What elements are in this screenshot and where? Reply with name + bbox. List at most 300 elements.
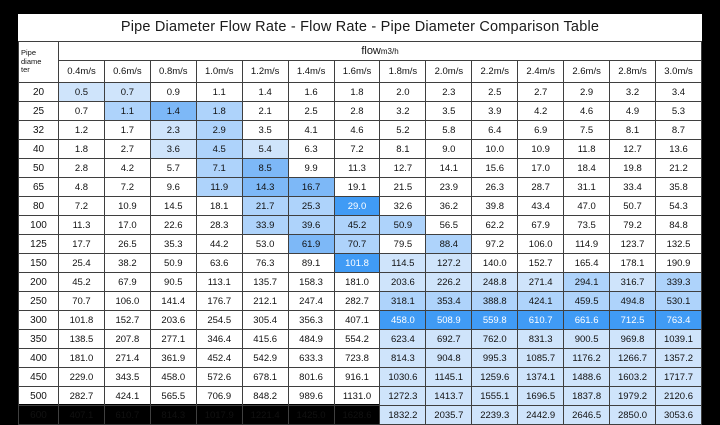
cell-4-4: 8.5	[242, 159, 288, 178]
cell-4-8: 14.1	[426, 159, 472, 178]
cell-16-7: 1272.3	[380, 387, 426, 406]
cell-3-13: 13.6	[655, 140, 701, 159]
cell-7-0: 11.3	[59, 216, 105, 235]
row-label-9: 150	[19, 254, 59, 273]
table-row	[19, 311, 702, 330]
cell-6-5: 25.3	[288, 197, 334, 216]
cell-16-5: 989.6	[288, 387, 334, 406]
cell-1-2: 1.4	[150, 102, 196, 121]
cell-13-10: 831.3	[518, 330, 564, 349]
cell-12-7: 458.0	[380, 311, 426, 330]
cell-0-3: 1.1	[196, 83, 242, 102]
cell-4-7: 12.7	[380, 159, 426, 178]
cell-8-8: 88.4	[426, 235, 472, 254]
cell-17-8: 2035.7	[426, 406, 472, 425]
cell-13-1: 207.8	[104, 330, 150, 349]
cell-0-13: 3.4	[655, 83, 701, 102]
cell-14-12: 1266.7	[610, 349, 656, 368]
cell-13-7: 623.4	[380, 330, 426, 349]
cell-6-13: 54.3	[655, 197, 701, 216]
table-row	[19, 121, 702, 140]
cell-9-10: 152.7	[518, 254, 564, 273]
cell-2-2: 2.3	[150, 121, 196, 140]
cell-12-3: 254.5	[196, 311, 242, 330]
cell-6-4: 21.7	[242, 197, 288, 216]
cell-8-5: 61.9	[288, 235, 334, 254]
group-header-text: flow	[361, 44, 381, 57]
cell-12-4: 305.4	[242, 311, 288, 330]
cell-7-1: 17.0	[104, 216, 150, 235]
table-row	[19, 387, 702, 406]
cell-2-0: 1.2	[59, 121, 105, 140]
cell-10-4: 135.7	[242, 273, 288, 292]
cell-5-7: 21.5	[380, 178, 426, 197]
cell-3-3: 4.5	[196, 140, 242, 159]
cell-17-4: 1221.4	[242, 406, 288, 425]
cell-12-1: 152.7	[104, 311, 150, 330]
row-label-12: 300	[19, 311, 59, 330]
cell-5-13: 35.8	[655, 178, 701, 197]
cell-9-12: 178.1	[610, 254, 656, 273]
cell-8-1: 26.5	[104, 235, 150, 254]
cell-12-8: 508.9	[426, 311, 472, 330]
cell-2-12: 8.1	[610, 121, 656, 140]
cell-14-8: 904.8	[426, 349, 472, 368]
row-label-3: 40	[19, 140, 59, 159]
cell-16-13: 2120.6	[655, 387, 701, 406]
column-header-2: 0.8m/s	[150, 60, 196, 82]
cell-10-3: 113.1	[196, 273, 242, 292]
cell-5-1: 7.2	[104, 178, 150, 197]
cell-14-2: 361.9	[150, 349, 196, 368]
cell-17-1: 610.7	[104, 406, 150, 425]
column-header-9: 2.2m/s	[472, 60, 518, 82]
cell-9-1: 38.2	[104, 254, 150, 273]
cell-13-12: 969.8	[610, 330, 656, 349]
cell-9-4: 76.3	[242, 254, 288, 273]
cell-1-9: 3.9	[472, 102, 518, 121]
cell-4-2: 5.7	[150, 159, 196, 178]
row-label-11: 250	[19, 292, 59, 311]
cell-12-9: 559.8	[472, 311, 518, 330]
cell-5-4: 14.3	[242, 178, 288, 197]
table-row	[19, 368, 702, 387]
cell-2-11: 7.5	[564, 121, 610, 140]
cell-10-6: 181.0	[334, 273, 380, 292]
cell-14-11: 1176.2	[564, 349, 610, 368]
cell-14-10: 1085.7	[518, 349, 564, 368]
cell-5-12: 33.4	[610, 178, 656, 197]
cell-6-0: 7.2	[59, 197, 105, 216]
cell-2-9: 6.4	[472, 121, 518, 140]
row-label-15: 450	[19, 368, 59, 387]
cell-12-12: 712.5	[610, 311, 656, 330]
cell-10-9: 248.8	[472, 273, 518, 292]
column-header-6: 1.6m/s	[334, 60, 380, 82]
cell-6-7: 32.6	[380, 197, 426, 216]
cell-17-13: 3053.6	[655, 406, 701, 425]
table-row	[19, 254, 702, 273]
cell-12-6: 407.1	[334, 311, 380, 330]
cell-15-10: 1374.1	[518, 368, 564, 387]
cell-6-1: 10.9	[104, 197, 150, 216]
cell-7-9: 62.2	[472, 216, 518, 235]
corner-label-line2: diame	[21, 56, 42, 66]
cell-2-5: 4.1	[288, 121, 334, 140]
cell-5-5: 16.7	[288, 178, 334, 197]
cell-5-10: 28.7	[518, 178, 564, 197]
row-label-6: 80	[19, 197, 59, 216]
cell-5-0: 4.8	[59, 178, 105, 197]
cell-10-10: 271.4	[518, 273, 564, 292]
cell-3-12: 12.7	[610, 140, 656, 159]
cell-11-8: 353.4	[426, 292, 472, 311]
cell-7-11: 73.5	[564, 216, 610, 235]
table-row	[19, 330, 702, 349]
cell-5-11: 31.1	[564, 178, 610, 197]
cell-16-3: 706.9	[196, 387, 242, 406]
cell-1-10: 4.2	[518, 102, 564, 121]
cell-11-12: 494.8	[610, 292, 656, 311]
table-row	[19, 83, 702, 102]
cell-14-7: 814.3	[380, 349, 426, 368]
cell-1-6: 2.8	[334, 102, 380, 121]
cell-1-8: 3.5	[426, 102, 472, 121]
cell-8-2: 35.3	[150, 235, 196, 254]
row-label-1: 25	[19, 102, 59, 121]
table-row	[19, 140, 702, 159]
cell-17-11: 2646.5	[564, 406, 610, 425]
cell-15-4: 678.1	[242, 368, 288, 387]
cell-11-13: 530.1	[655, 292, 701, 311]
row-label-17: 600	[19, 406, 59, 425]
cell-16-1: 424.1	[104, 387, 150, 406]
cell-15-2: 458.0	[150, 368, 196, 387]
cell-13-0: 138.5	[59, 330, 105, 349]
cell-8-0: 17.7	[59, 235, 105, 254]
column-header-4: 1.2m/s	[242, 60, 288, 82]
document-sheet	[18, 14, 702, 421]
table-row	[19, 102, 702, 121]
cell-3-1: 2.7	[104, 140, 150, 159]
cell-11-11: 459.5	[564, 292, 610, 311]
cell-11-5: 247.4	[288, 292, 334, 311]
cell-4-0: 2.8	[59, 159, 105, 178]
cell-9-8: 127.2	[426, 254, 472, 273]
cell-5-6: 19.1	[334, 178, 380, 197]
cell-7-13: 84.8	[655, 216, 701, 235]
table-row	[19, 159, 702, 178]
column-header-3: 1.0m/s	[196, 60, 242, 82]
cell-7-12: 79.2	[610, 216, 656, 235]
group-header-flow	[59, 42, 702, 61]
cell-4-12: 19.8	[610, 159, 656, 178]
cell-17-2: 814.3	[150, 406, 196, 425]
cell-2-4: 3.5	[242, 121, 288, 140]
cell-1-3: 1.8	[196, 102, 242, 121]
cell-9-5: 89.1	[288, 254, 334, 273]
cell-7-3: 28.3	[196, 216, 242, 235]
cell-16-0: 282.7	[59, 387, 105, 406]
cell-6-9: 39.8	[472, 197, 518, 216]
cell-7-7: 50.9	[380, 216, 426, 235]
cell-10-1: 67.9	[104, 273, 150, 292]
cell-16-4: 848.2	[242, 387, 288, 406]
cell-2-7: 5.2	[380, 121, 426, 140]
column-header-7: 1.8m/s	[380, 60, 426, 82]
cell-1-1: 1.1	[104, 102, 150, 121]
cell-1-12: 4.9	[610, 102, 656, 121]
cell-4-1: 4.2	[104, 159, 150, 178]
cell-0-0: 0.5	[59, 83, 105, 102]
cell-4-13: 21.2	[655, 159, 701, 178]
cell-0-6: 1.8	[334, 83, 380, 102]
cell-10-8: 226.2	[426, 273, 472, 292]
cell-15-7: 1030.6	[380, 368, 426, 387]
cell-15-9: 1259.6	[472, 368, 518, 387]
group-header-unit: m3/h	[380, 46, 399, 56]
cell-6-2: 14.5	[150, 197, 196, 216]
cell-16-8: 1413.7	[426, 387, 472, 406]
cell-13-11: 900.5	[564, 330, 610, 349]
cell-1-0: 0.7	[59, 102, 105, 121]
cell-1-13: 5.3	[655, 102, 701, 121]
column-header-13: 3.0m/s	[655, 60, 701, 82]
cell-9-0: 25.4	[59, 254, 105, 273]
cell-6-6: 29.0	[334, 197, 380, 216]
column-header-11: 2.6m/s	[564, 60, 610, 82]
cell-1-4: 2.1	[242, 102, 288, 121]
cell-12-13: 763.4	[655, 311, 701, 330]
cell-17-10: 2442.9	[518, 406, 564, 425]
cell-6-12: 50.7	[610, 197, 656, 216]
cell-15-0: 229.0	[59, 368, 105, 387]
cell-3-11: 11.8	[564, 140, 610, 159]
cell-17-9: 2239.3	[472, 406, 518, 425]
cell-2-8: 5.8	[426, 121, 472, 140]
table-header-row	[19, 60, 702, 82]
cell-9-2: 50.9	[150, 254, 196, 273]
cell-6-11: 47.0	[564, 197, 610, 216]
row-label-2: 32	[19, 121, 59, 140]
cell-12-10: 610.7	[518, 311, 564, 330]
row-label-8: 125	[19, 235, 59, 254]
cell-11-9: 388.8	[472, 292, 518, 311]
cell-4-3: 7.1	[196, 159, 242, 178]
cell-11-10: 424.1	[518, 292, 564, 311]
cell-3-9: 10.0	[472, 140, 518, 159]
column-header-1: 0.6m/s	[104, 60, 150, 82]
cell-1-7: 3.2	[380, 102, 426, 121]
cell-5-3: 11.9	[196, 178, 242, 197]
cell-16-11: 1837.8	[564, 387, 610, 406]
cell-9-6: 101.8	[334, 254, 380, 273]
cell-3-2: 3.6	[150, 140, 196, 159]
cell-5-2: 9.6	[150, 178, 196, 197]
cell-14-9: 995.3	[472, 349, 518, 368]
cell-12-2: 203.6	[150, 311, 196, 330]
cell-14-6: 723.8	[334, 349, 380, 368]
row-label-13: 350	[19, 330, 59, 349]
cell-11-2: 141.4	[150, 292, 196, 311]
row-label-7: 100	[19, 216, 59, 235]
cell-9-9: 140.0	[472, 254, 518, 273]
cell-0-1: 0.7	[104, 83, 150, 102]
row-label-16: 500	[19, 387, 59, 406]
cell-13-4: 415.6	[242, 330, 288, 349]
column-header-8: 2.0m/s	[426, 60, 472, 82]
cell-15-8: 1145.1	[426, 368, 472, 387]
cell-12-5: 356.3	[288, 311, 334, 330]
cell-2-13: 8.7	[655, 121, 701, 140]
table-row	[19, 178, 702, 197]
cell-16-10: 1696.5	[518, 387, 564, 406]
cell-8-9: 97.2	[472, 235, 518, 254]
cell-13-13: 1039.1	[655, 330, 701, 349]
cell-5-8: 23.9	[426, 178, 472, 197]
cell-13-5: 484.9	[288, 330, 334, 349]
cell-12-0: 101.8	[59, 311, 105, 330]
cell-9-3: 63.6	[196, 254, 242, 273]
cell-14-5: 633.3	[288, 349, 334, 368]
cell-17-12: 2850.0	[610, 406, 656, 425]
cell-14-4: 542.9	[242, 349, 288, 368]
cell-0-11: 2.9	[564, 83, 610, 102]
cell-9-11: 165.4	[564, 254, 610, 273]
cell-3-5: 6.3	[288, 140, 334, 159]
cell-4-9: 15.6	[472, 159, 518, 178]
cell-6-8: 36.2	[426, 197, 472, 216]
cell-8-4: 53.0	[242, 235, 288, 254]
cell-13-6: 554.2	[334, 330, 380, 349]
cell-0-12: 3.2	[610, 83, 656, 102]
cell-15-6: 916.1	[334, 368, 380, 387]
cell-8-11: 114.9	[564, 235, 610, 254]
cell-3-7: 8.1	[380, 140, 426, 159]
cell-2-10: 6.9	[518, 121, 564, 140]
cell-15-5: 801.6	[288, 368, 334, 387]
cell-16-2: 565.5	[150, 387, 196, 406]
cell-4-10: 17.0	[518, 159, 564, 178]
cell-0-9: 2.5	[472, 83, 518, 102]
cell-7-2: 22.6	[150, 216, 196, 235]
cell-1-5: 2.5	[288, 102, 334, 121]
cell-5-9: 26.3	[472, 178, 518, 197]
cell-17-3: 1017.9	[196, 406, 242, 425]
cell-8-6: 70.7	[334, 235, 380, 254]
cell-11-7: 318.1	[380, 292, 426, 311]
cell-1-11: 4.6	[564, 102, 610, 121]
table-header-group-row	[19, 42, 702, 61]
cell-2-6: 4.6	[334, 121, 380, 140]
row-label-5: 65	[19, 178, 59, 197]
cell-10-12: 316.7	[610, 273, 656, 292]
cell-14-13: 1357.2	[655, 349, 701, 368]
corner-header	[19, 42, 59, 83]
page-title: Pipe Diameter Flow Rate - Flow Rate - Pipe Diameter Comparison Table	[120, 19, 600, 35]
cell-2-3: 2.9	[196, 121, 242, 140]
cell-0-8: 2.3	[426, 83, 472, 102]
cell-7-5: 39.6	[288, 216, 334, 235]
cell-11-6: 282.7	[334, 292, 380, 311]
cell-16-6: 1131.0	[334, 387, 380, 406]
column-header-0: 0.4m/s	[59, 60, 105, 82]
cell-8-12: 123.7	[610, 235, 656, 254]
cell-0-5: 1.6	[288, 83, 334, 102]
cell-3-8: 9.0	[426, 140, 472, 159]
corner-label-line3: ter	[21, 65, 30, 75]
cell-10-11: 294.1	[564, 273, 610, 292]
cell-2-1: 1.7	[104, 121, 150, 140]
cell-13-3: 346.4	[196, 330, 242, 349]
cell-7-6: 45.2	[334, 216, 380, 235]
column-header-12: 2.8m/s	[610, 60, 656, 82]
cell-4-11: 18.4	[564, 159, 610, 178]
row-label-10: 200	[19, 273, 59, 292]
cell-15-1: 343.5	[104, 368, 150, 387]
cell-17-5: 1425.0	[288, 406, 334, 425]
cell-3-0: 1.8	[59, 140, 105, 159]
cell-9-13: 190.9	[655, 254, 701, 273]
cell-4-6: 11.3	[334, 159, 380, 178]
cell-4-5: 9.9	[288, 159, 334, 178]
cell-15-13: 1717.7	[655, 368, 701, 387]
cell-10-5: 158.3	[288, 273, 334, 292]
cell-16-9: 1555.1	[472, 387, 518, 406]
cell-12-11: 661.6	[564, 311, 610, 330]
table-row	[19, 216, 702, 235]
cell-17-7: 1832.2	[380, 406, 426, 425]
cell-11-3: 176.7	[196, 292, 242, 311]
table-row	[19, 292, 702, 311]
cell-11-1: 106.0	[104, 292, 150, 311]
table-row	[19, 197, 702, 216]
table-row	[19, 406, 702, 425]
cell-0-7: 2.0	[380, 83, 426, 102]
cell-14-3: 452.4	[196, 349, 242, 368]
cell-14-1: 271.4	[104, 349, 150, 368]
cell-7-10: 67.9	[518, 216, 564, 235]
cell-15-3: 572.6	[196, 368, 242, 387]
cell-6-3: 18.1	[196, 197, 242, 216]
cell-11-0: 70.7	[59, 292, 105, 311]
cell-0-4: 1.4	[242, 83, 288, 102]
cell-13-9: 762.0	[472, 330, 518, 349]
cell-13-2: 277.1	[150, 330, 196, 349]
cell-17-6: 1628.6	[334, 406, 380, 425]
row-label-14: 400	[19, 349, 59, 368]
cell-8-7: 79.5	[380, 235, 426, 254]
table-row	[19, 235, 702, 254]
cell-3-6: 7.2	[334, 140, 380, 159]
cell-3-10: 10.9	[518, 140, 564, 159]
cell-13-8: 692.7	[426, 330, 472, 349]
cell-10-2: 90.5	[150, 273, 196, 292]
cell-14-0: 181.0	[59, 349, 105, 368]
cell-10-13: 339.3	[655, 273, 701, 292]
row-label-4: 50	[19, 159, 59, 178]
cell-0-2: 0.9	[150, 83, 196, 102]
column-header-5: 1.4m/s	[288, 60, 334, 82]
cell-10-7: 203.6	[380, 273, 426, 292]
cell-15-12: 1603.2	[610, 368, 656, 387]
table-body	[19, 83, 702, 425]
cell-11-4: 212.1	[242, 292, 288, 311]
cell-8-13: 132.5	[655, 235, 701, 254]
cell-3-4: 5.4	[242, 140, 288, 159]
row-label-0: 20	[19, 83, 59, 102]
cell-16-12: 1979.2	[610, 387, 656, 406]
